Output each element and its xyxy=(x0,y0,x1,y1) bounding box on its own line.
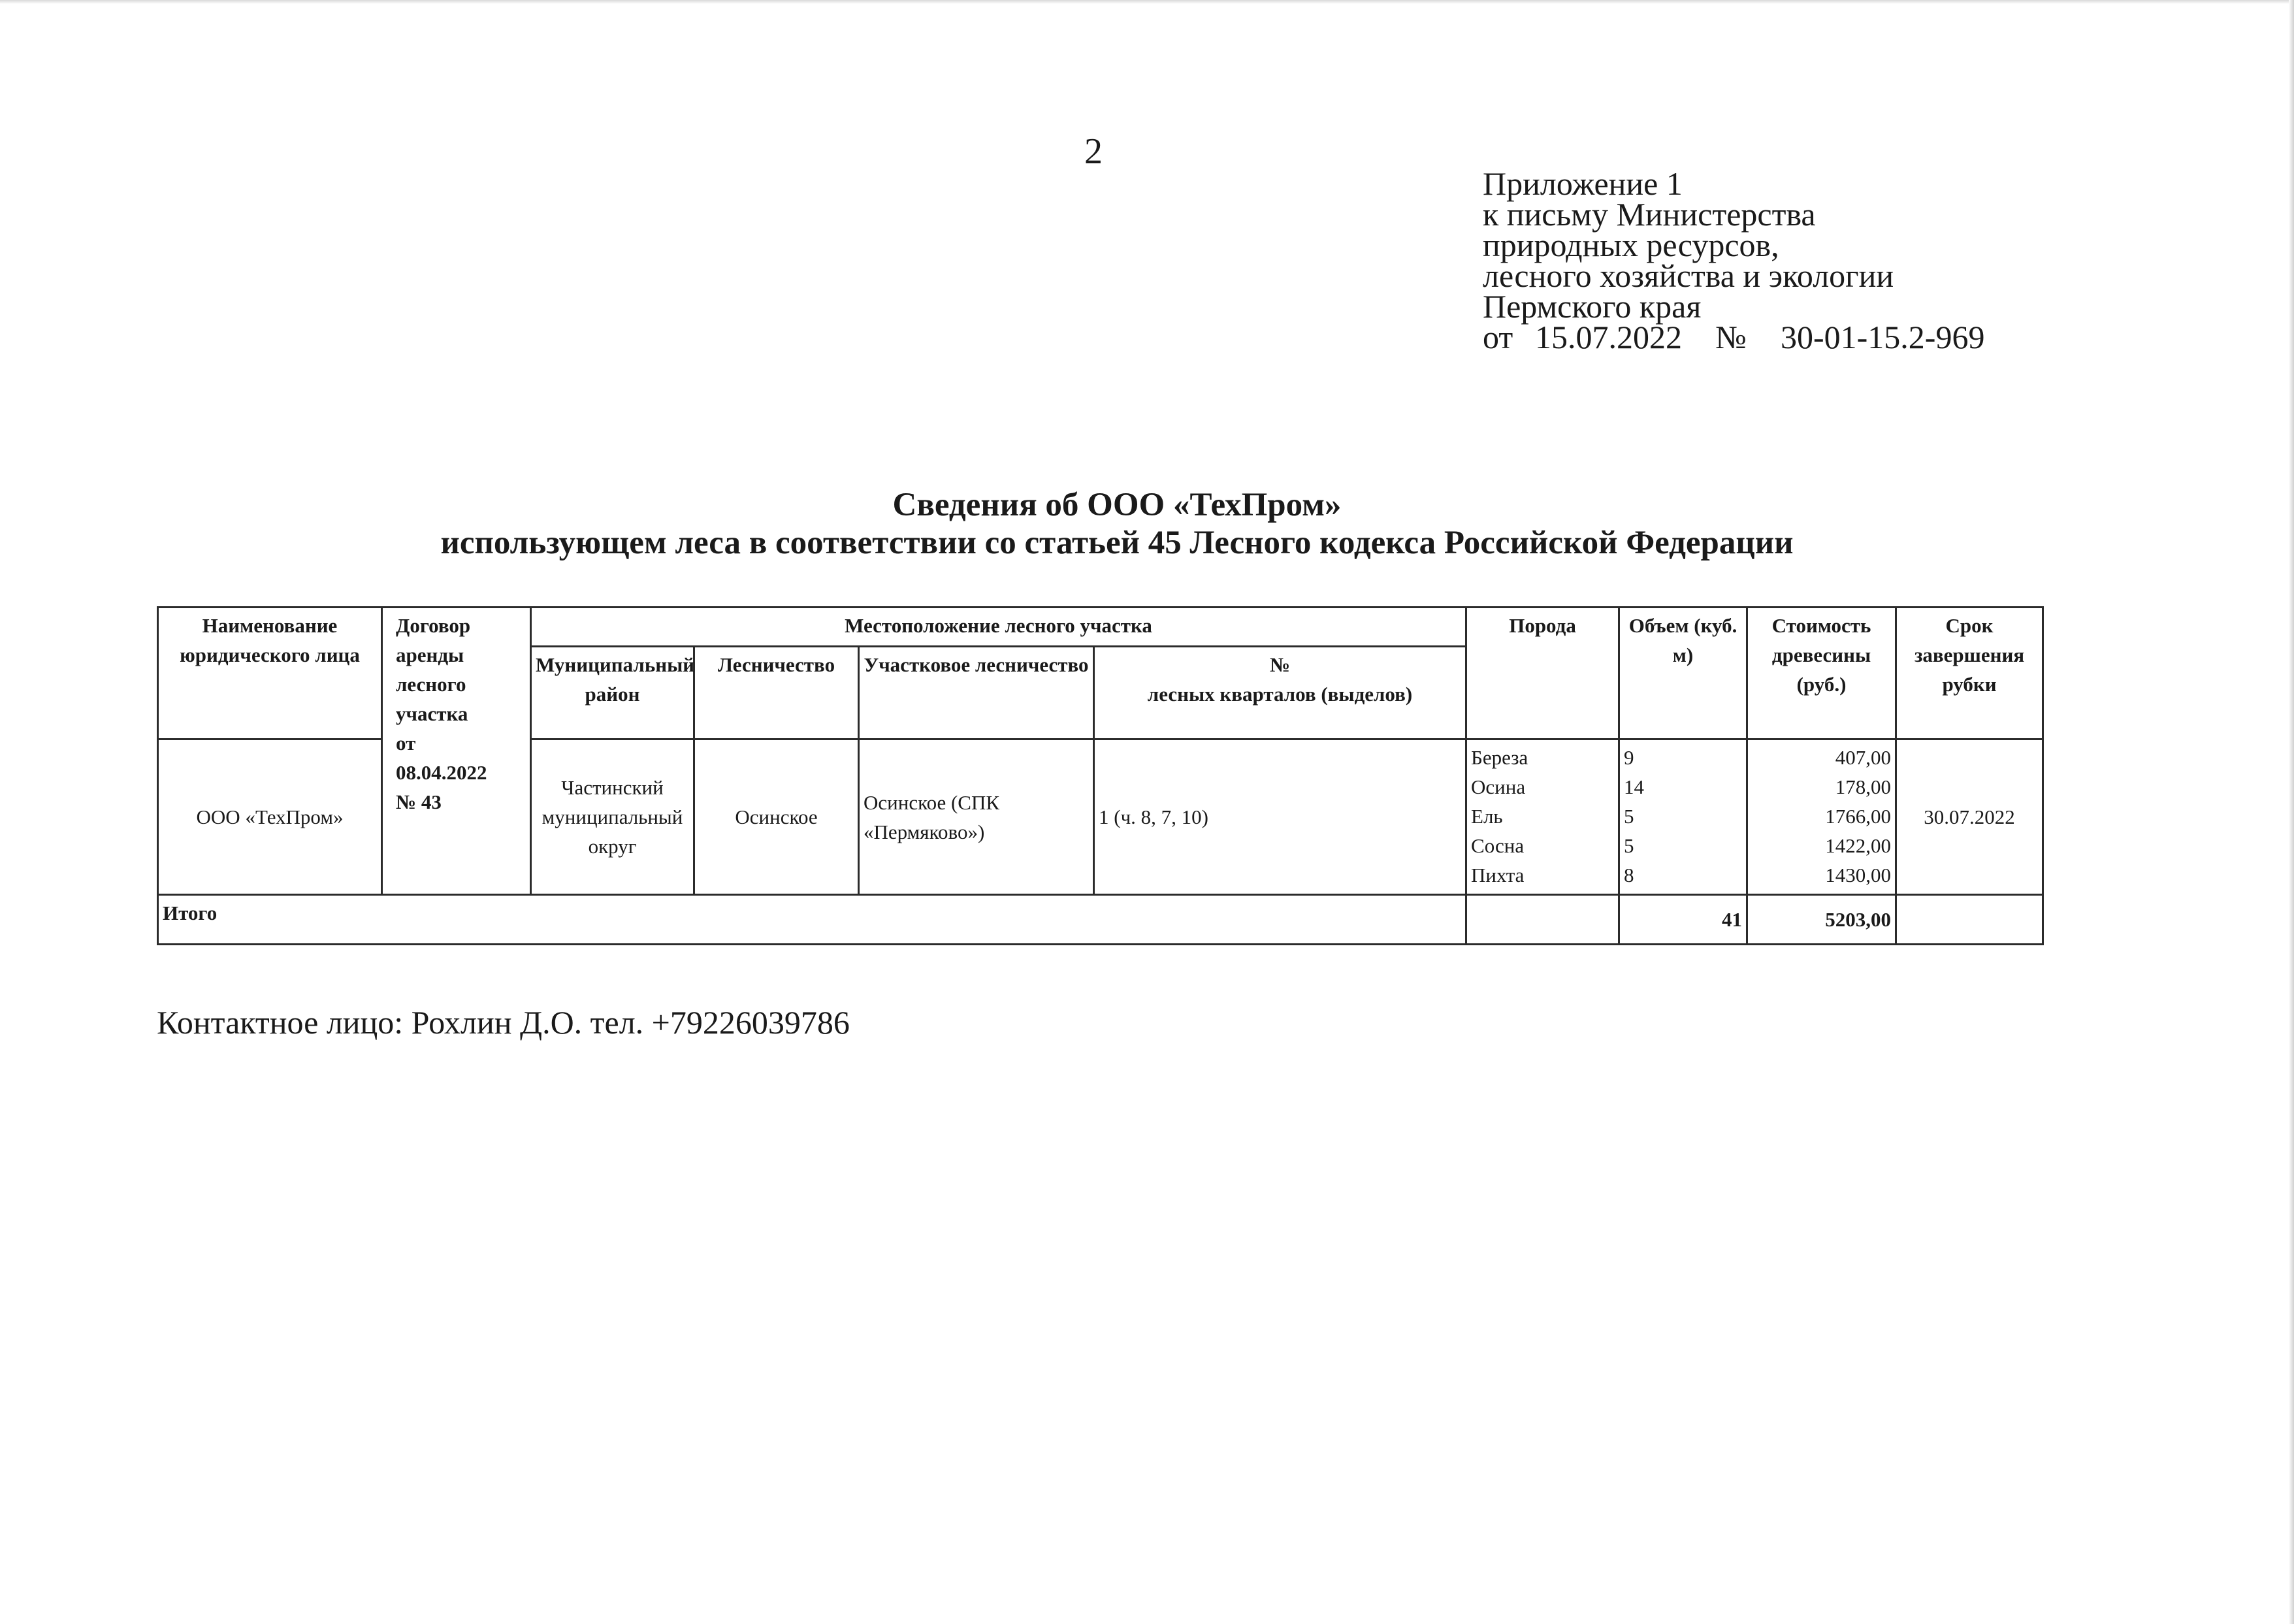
contact-person: Контактное лицо: Рохлин Д.О. тел. +79226039786 xyxy=(157,1004,850,1041)
appendix-line: Приложение 1 xyxy=(1483,165,1683,202)
contract-header-line: Договор xyxy=(396,614,471,637)
title-line-1: Сведения об ООО «ТехПром» xyxy=(892,487,1342,523)
total-volume: 41 xyxy=(1619,895,1747,945)
document-title xyxy=(157,486,2077,562)
header-quarters xyxy=(1094,647,1466,739)
header-species: Порода xyxy=(1466,608,1619,739)
appendix-reference xyxy=(1483,319,1985,355)
list-item: Береза xyxy=(1471,746,1528,769)
header-deadline: Срок завершения рубки xyxy=(1896,608,2043,739)
appendix-from-label: от xyxy=(1483,319,1513,355)
header-location: Местоположение лесного участка xyxy=(531,608,1466,647)
header-legal-entity: Наименование юридического лица xyxy=(158,608,382,739)
appendix-date: 15.07.2022 xyxy=(1535,319,1682,355)
deadline-value: 30.07.2022 xyxy=(1896,739,2043,895)
list-item: 1766,00 xyxy=(1825,805,1892,828)
list-item: 5 xyxy=(1624,805,1634,828)
list-item: 1422,00 xyxy=(1825,834,1892,857)
municipal-district-value: Частинский муниципальный округ xyxy=(531,739,694,895)
header-quarters-no: № xyxy=(1269,653,1291,676)
contract-header-line: от xyxy=(396,732,416,755)
header-district-forestry: Участковое лесничество xyxy=(859,647,1094,739)
header-forestry: Лесничество xyxy=(694,647,859,739)
forestry-value: Осинское xyxy=(694,739,859,895)
appendix-line: к письму Министерства xyxy=(1483,196,1816,233)
total-species-empty xyxy=(1466,895,1619,945)
scan-edge-right xyxy=(2289,0,2294,1624)
scan-edge-top xyxy=(0,0,2294,4)
list-item: Сосна xyxy=(1471,834,1525,857)
total-label: Итого xyxy=(158,895,1466,945)
title-line-2: использующем леса в соответствии со статьей 45 Лесного кодекса Российской Федерации xyxy=(440,525,1794,561)
list-item: 14 xyxy=(1624,775,1645,798)
contract-number: № 43 xyxy=(396,790,442,813)
appendix-number: 30-01-15.2-969 xyxy=(1781,319,1985,355)
header-quarters-label: лесных кварталов (выделов) xyxy=(1147,683,1413,706)
contract-header-line: аренды xyxy=(396,643,464,666)
cost-list xyxy=(1747,739,1896,895)
list-item: 407,00 xyxy=(1835,746,1892,769)
appendix-block xyxy=(1483,165,1985,355)
list-item: 1430,00 xyxy=(1825,864,1892,886)
volume-list xyxy=(1619,739,1747,895)
species-list xyxy=(1466,739,1619,895)
legal-entity-value: ООО «ТехПром» xyxy=(158,739,382,895)
list-item: 5 xyxy=(1624,834,1634,857)
forest-use-table xyxy=(157,606,2044,945)
district-forestry-value: Осинское (СПК «Пермяково») xyxy=(859,739,1094,895)
contract-cell xyxy=(382,608,531,895)
appendix-number-sign: № xyxy=(1715,319,1747,355)
appendix-line: Пермского края xyxy=(1483,288,1702,325)
page-number: 2 xyxy=(1084,131,1103,172)
list-item: 8 xyxy=(1624,864,1634,886)
header-cost: Стоимость древесины (руб.) xyxy=(1747,608,1896,739)
appendix-line: природных ресурсов, xyxy=(1483,227,1779,263)
appendix-line: лесного хозяйства и экологии xyxy=(1483,257,1894,294)
quarters-value: 1 (ч. 8, 7, 10) xyxy=(1094,739,1466,895)
contract-header-line: участка xyxy=(396,702,468,725)
header-municipal-district: Муниципальный район xyxy=(531,647,694,739)
total-cost: 5203,00 xyxy=(1747,895,1896,945)
total-deadline-empty xyxy=(1896,895,2043,945)
list-item: Пихта xyxy=(1471,864,1525,886)
header-volume: Объем (куб. м) xyxy=(1619,608,1747,739)
contract-date: 08.04.2022 xyxy=(396,761,487,784)
list-item: 178,00 xyxy=(1835,775,1892,798)
list-item: 9 xyxy=(1624,746,1634,769)
list-item: Ель xyxy=(1471,805,1503,828)
contract-header-line: лесного xyxy=(396,673,466,696)
list-item: Осина xyxy=(1471,775,1526,798)
